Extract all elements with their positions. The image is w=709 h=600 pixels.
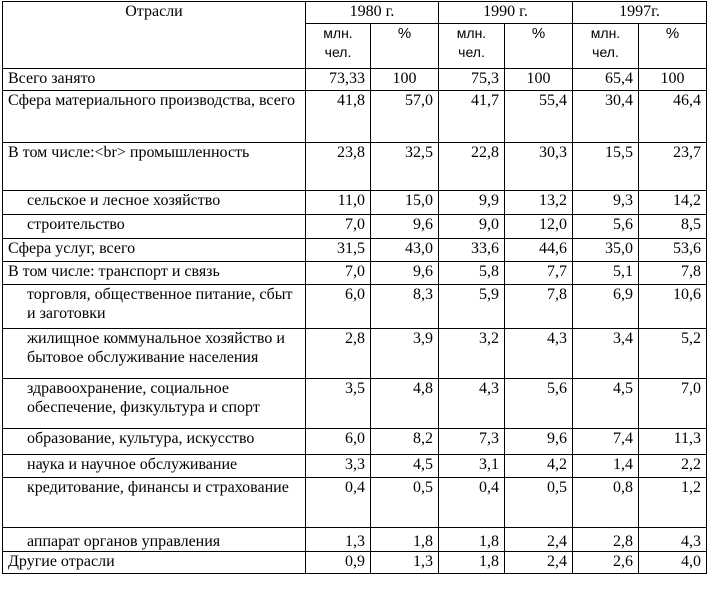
cell-value: 4,2 [505,455,573,478]
cell-value: 1,8 [371,528,439,552]
cell-value: 35,0 [573,239,639,262]
cell-value: 55,4 [505,91,573,143]
cell-value: 30,3 [505,143,573,191]
cell-value: 3,1 [439,455,505,478]
employment-table [2,1,707,574]
row-label: сельское и лесное хозяйство [3,191,306,215]
cell-value: 1,3 [306,528,371,552]
cell-value: 5,9 [439,285,505,329]
row-label: наука и научное обслуживание [3,455,306,478]
table-row [3,143,707,191]
table-row [3,262,707,285]
cell-value: 7,8 [639,262,707,285]
cell-value: 43,0 [371,239,439,262]
cell-value: 7,0 [306,262,371,285]
row-label: Сфера материального производства, всего [3,91,306,143]
table-row [3,455,707,478]
cell-value: 100 [639,69,707,91]
cell-value: 2,6 [573,552,639,574]
cell-value: 4,3 [505,329,573,379]
cell-value: 57,0 [371,91,439,143]
cell-value: 7,7 [505,262,573,285]
cell-value: 23,7 [639,143,707,191]
year-header-1997: 1997г. [573,2,707,24]
cell-value: 11,3 [639,429,707,455]
table-row [3,478,707,528]
cell-value: 4,5 [371,455,439,478]
cell-value: 1,8 [439,552,505,574]
cell-value: 2,8 [306,329,371,379]
cell-value: 4,5 [573,379,639,429]
cell-value: 13,2 [505,191,573,215]
cell-value: 2,4 [505,528,573,552]
cell-value: 15,0 [371,191,439,215]
table-row [3,215,707,239]
unit-header-mln: млн. чел. [573,24,639,69]
cell-value: 14,2 [639,191,707,215]
cell-value: 5,1 [573,262,639,285]
cell-value: 30,4 [573,91,639,143]
table-row [3,379,707,429]
cell-value: 3,3 [306,455,371,478]
row-label: аппарат органов управления [3,528,306,552]
cell-value: 75,3 [439,69,505,91]
cell-value: 2,4 [505,552,573,574]
cell-value: 7,0 [306,215,371,239]
cell-value: 22,8 [439,143,505,191]
cell-value: 2,8 [573,528,639,552]
cell-value: 1,8 [439,528,505,552]
year-header-1990: 1990 г. [439,2,573,24]
table-row [3,91,707,143]
cell-value: 0,4 [306,478,371,528]
unit-header-pct: % [505,24,573,69]
cell-value: 5,8 [439,262,505,285]
cell-value: 0,4 [439,478,505,528]
cell-value: 11,0 [306,191,371,215]
cell-value: 7,3 [439,429,505,455]
cell-value: 46,4 [639,91,707,143]
cell-value: 3,5 [306,379,371,429]
cell-value: 0,9 [306,552,371,574]
row-label: В том числе:<br> промышленность [3,143,306,191]
table-row [3,285,707,329]
row-label: торговля, общественное питание, сбыт и заготовки [3,285,306,329]
cell-value: 5,6 [573,215,639,239]
row-label: Сфера услуг, всего [3,239,306,262]
unit-header-mln: млн. чел. [439,24,505,69]
cell-value: 3,4 [573,329,639,379]
cell-value: 5,2 [639,329,707,379]
cell-value: 0,5 [371,478,439,528]
cell-value: 23,8 [306,143,371,191]
cell-value: 15,5 [573,143,639,191]
cell-value: 6,0 [306,429,371,455]
row-label: кредитование, финансы и страхование [3,478,306,528]
cell-value: 100 [371,69,439,91]
cell-value: 9,6 [371,215,439,239]
cell-value: 4,3 [639,528,707,552]
cell-value: 9,9 [439,191,505,215]
cell-value: 0,5 [505,478,573,528]
cell-value: 8,3 [371,285,439,329]
cell-value: 9,0 [439,215,505,239]
cell-value: 12,0 [505,215,573,239]
cell-value: 7,0 [639,379,707,429]
cell-value: 3,2 [439,329,505,379]
cell-value: 4,0 [639,552,707,574]
cell-value: 8,2 [371,429,439,455]
cell-value: 9,3 [573,191,639,215]
cell-value: 5,6 [505,379,573,429]
cell-value: 33,6 [439,239,505,262]
cell-value: 9,6 [371,262,439,285]
cell-value: 1,4 [573,455,639,478]
cell-value: 65,4 [573,69,639,91]
cell-value: 10,6 [639,285,707,329]
cell-value: 1,2 [639,478,707,528]
cell-value: 3,9 [371,329,439,379]
cell-value: 32,5 [371,143,439,191]
year-header-1980: 1980 г. [306,2,439,24]
table-row [3,429,707,455]
cell-value: 31,5 [306,239,371,262]
unit-header-pct: % [639,24,707,69]
table-row [3,528,707,552]
unit-header-pct: % [371,24,439,69]
cell-value: 100 [505,69,573,91]
branch-header: Отрасли [3,2,306,69]
table-row [3,69,707,91]
cell-value: 4,3 [439,379,505,429]
row-label: Другие отрасли [3,552,306,574]
cell-value: 0,8 [573,478,639,528]
cell-value: 4,8 [371,379,439,429]
table-row [3,239,707,262]
unit-header-mln: млн. чел. [306,24,371,69]
row-label: строительство [3,215,306,239]
cell-value: 1,3 [371,552,439,574]
table-row [3,191,707,215]
cell-value: 7,8 [505,285,573,329]
cell-value: 73,33 [306,69,371,91]
table-row [3,329,707,379]
cell-value: 41,8 [306,91,371,143]
cell-value: 53,6 [639,239,707,262]
cell-value: 7,4 [573,429,639,455]
cell-value: 2,2 [639,455,707,478]
row-label: образование, культура, искусство [3,429,306,455]
cell-value: 41,7 [439,91,505,143]
row-label: Всего занято [3,69,306,91]
row-label: В том числе: транспорт и связь [3,262,306,285]
cell-value: 44,6 [505,239,573,262]
cell-value: 6,9 [573,285,639,329]
row-label: здравоохранение, социальное обеспечение, физкультура и спорт [3,379,306,429]
header-row-years [3,2,707,24]
cell-value: 9,6 [505,429,573,455]
table-row [3,552,707,574]
row-label: жилищное коммунальное хозяйство и бытовое обслуживание населения [3,329,306,379]
table-body [3,69,707,574]
cell-value: 6,0 [306,285,371,329]
cell-value: 8,5 [639,215,707,239]
